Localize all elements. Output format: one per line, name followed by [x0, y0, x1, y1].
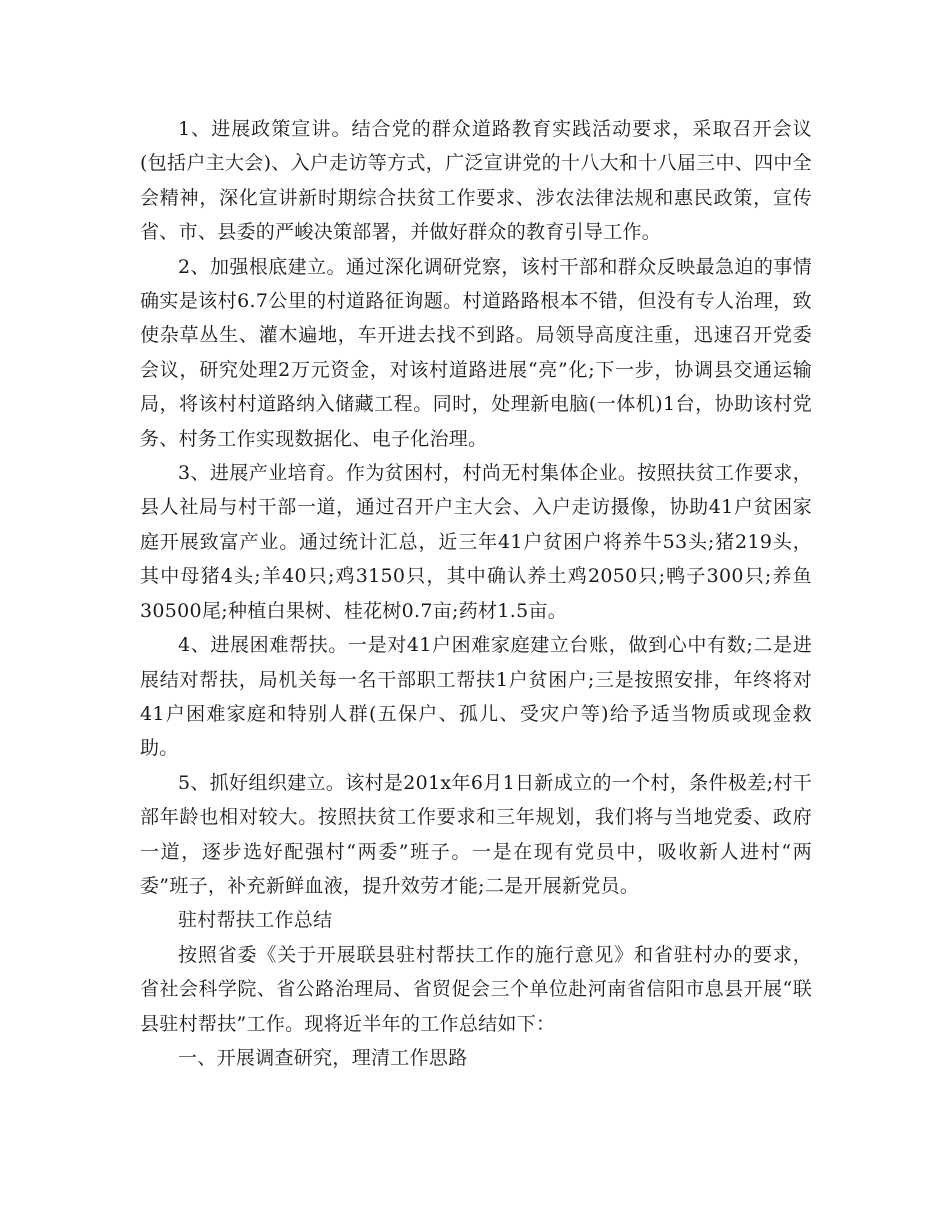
- paragraph-infrastructure: 2、加强根底建立。通过深化调研党察，该村干部和群众反映最急迫的事情确实是该村6.7公里的村道路征询题。村道路路根本不错，但没有专人治理，致使杂草丛生、灌木遍地，车开进去找不到路。局领导高度注重，迅速召开党委会议，研究处理2万元资金，对该村道路进展“亮”化;下一步，协调县交通运输局，将该村村道路纳入储藏工程。同时，处理新电脑(一体机)1台，协助该村党务、村务工作实现数据化、电子化治理。: [140, 255, 812, 450]
- paragraph-policy-promotion: 1、进展政策宣讲。结合党的群众道路教育实践活动要求，采取召开会议(包括户主大会)、入户走访等方式，广泛宣讲党的十八大和十八届三中、四中全会精神，深化宣讲新时期综合扶贫工作要求、涉农法律法规和惠民政策，宣传省、市、县委的严峻决策部署，并做好群众的教育引导工作。: [140, 118, 812, 244]
- section-intro: 按照省委《关于开展联县驻村帮扶工作的施行意见》和省驻村办的要求，省社会科学院、省公路治理局、省贸促会三个单位赴河南省信阳市息县开展“联县驻村帮扶”工作。现将近半年的工作总结如下：: [140, 943, 812, 1035]
- paragraph-organization-building: 5、抓好组织建立。该村是201x年6月1日新成立的一个村，条件极差;村干部年龄也相对较大。按照扶贫工作要求和三年规划，我们将与当地党委、政府一道，逐步选好配强村“两委”班子。一是在现有党员中，吸收新人进村“两委”班子，补充新鲜血液，提升效劳才能;二是开展新党员。: [140, 771, 812, 897]
- document-body: [140, 112, 812, 1075]
- subheading: 一、开展调查研究，理清工作思路: [178, 1046, 468, 1069]
- section-title: 驻村帮扶工作总结: [178, 909, 333, 932]
- paragraph-hardship-assistance: 4、进展困难帮扶。一是对41户困难家庭建立台账，做到心中有数;二是进展结对帮扶，局机关每一名干部职工帮扶1户贫困户;三是按照安排，年终将对41户困难家庭和特别人群(五保户、孤儿、受灾户等)给予适当物质或现金救助。: [140, 634, 812, 760]
- paragraph-industry-cultivation: 3、进展产业培育。作为贫困村，村尚无村集体企业。按照扶贫工作要求，县人社局与村干部一道，通过召开户主大会、入户走访摄像，协助41户贫困家庭开展致富产业。通过统计汇总，近三年41户贫困户将养牛53头;猪219头，其中母猪4头;羊40只;鸡3150只，其中确认养土鸡2050只;鸭子300只;养鱼30500尾;种植白果树、桂花树0.7亩;药材1.5亩。: [140, 462, 812, 622]
